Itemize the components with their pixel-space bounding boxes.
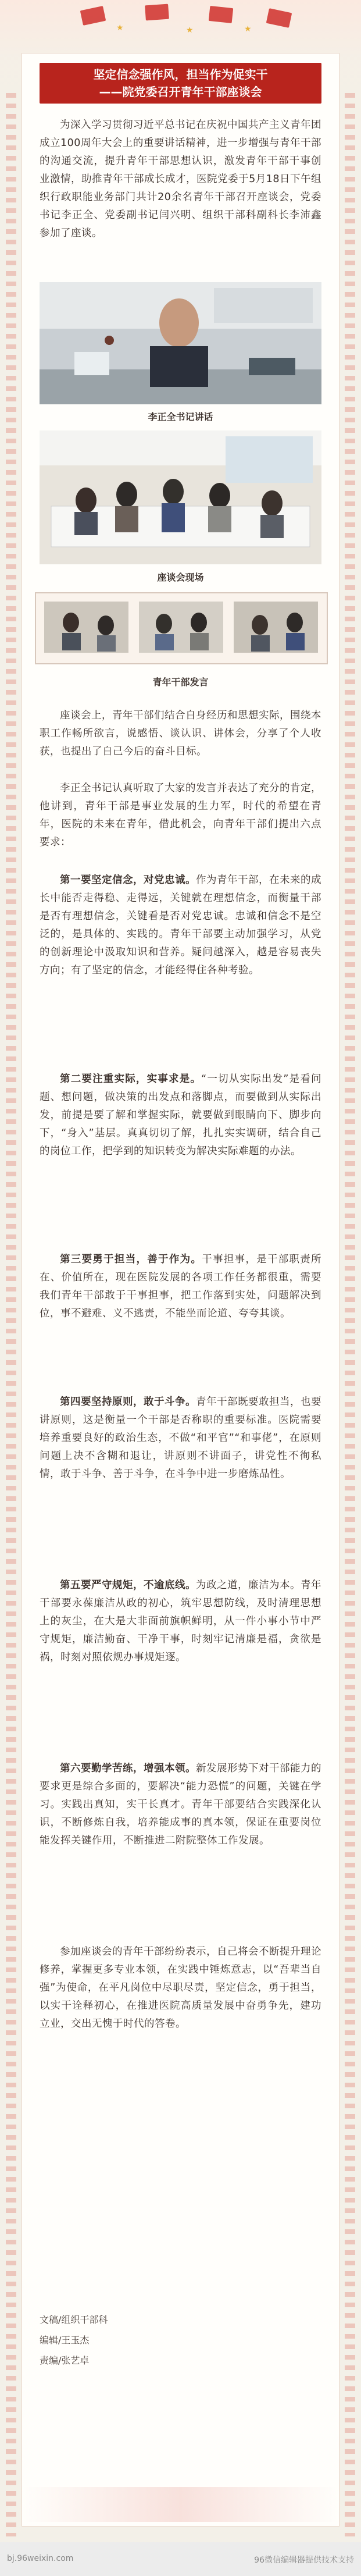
point-3-head: 第三要勇于担当，善于作为。 (60, 1254, 202, 1265)
point-4-body: 青年干部既要敢担当，也要讲原则，这是衡量一个干部是否称职的重要标准。医院需要培养重要良好的政治生态，不做“和平官”“和事佬”，在原则问题上决不含糊和退让，讲原则不讲面子，讲党性不徇私情，敢于斗争、善于斗争，在斗争中进一步磨炼品性。 (40, 1396, 321, 1480)
meeting-photo (40, 430, 321, 564)
photo-caption-3: 青年干部发言 (152, 677, 209, 688)
footer-bar (0, 2542, 361, 2576)
point-2 (40, 1070, 321, 1161)
photo-caption-1: 李正全书记讲话 (148, 411, 213, 422)
point-6-body: 新发展形势下对干部能力的要求更是综合多面的，要解决“能力恐慌”的问题，关键在学习。实践出真知，实干长真才。青年干部要结合实践深化认识，不断修炼自我，培养能成事的真本领，保证在重要岗位能发挥关键作用，不断推进二附院整体工作发展。 (40, 1763, 321, 1846)
point-6-head: 第六要勤学苦练，增强本领。 (60, 1763, 196, 1774)
right-border-decoration (345, 93, 355, 2536)
point-2-head: 第二要注重实际，实事求是。 (60, 1073, 202, 1085)
point-1-body: 作为青年干部，在未来的成长中能否走得稳、走得远，关键就在理想信念，而衡量干部是否有理想信念，关键看是否对党忠诚。忠诚和信念不是空泛的，是具体的、实践的。青年干部要主动加强学习，从党的创新理论中汲取知识和营养。疑问越深入，越是容易丧失方向；有了坚定的信念，才能经得住各种考验。 (40, 874, 321, 976)
title-line-1: 坚定信念强作风，担当作为促实干 (93, 67, 268, 81)
paragraph-discussion: 座谈会上，青年干部们结合自身经历和思想实际，围绕本职工作畅所欲言，说感悟、谈认识、讲体会，分享了个人收获，也提出了自己今后的奋斗目标。 (40, 710, 321, 757)
point-3-body: 干事担事，是干部职责所在、价值所在，现在医院发展的各项工作任务都很重，需要我们青年干部敢于干事担事，把工作落到实处，问题解决到位，事不避难、义不逃责，不能坐而论道、夸夸其谈。 (40, 1254, 322, 1319)
point-5 (40, 1577, 321, 1667)
point-1 (40, 871, 321, 980)
point-4-head: 第四要坚持原则，敢于斗争。 (60, 1396, 196, 1408)
point-1-head: 第一要坚定信念，对党忠诚。 (60, 874, 196, 886)
point-4 (40, 1393, 321, 1483)
footer-credit: 96微信编辑器提供技术支持 (254, 2556, 354, 2565)
speech-photo (40, 282, 321, 404)
closing-paragraph: 参加座谈会的青年干部纷纷表示，自己将会不断提升理论修养，掌握更多专业本领，在实践中锤炼意志，以“吾辈当自强”为使命，在平凡岗位中尽职尽责，坚定信念，勇于担当，以实干诠释初心，在推进医院高质量发展中奋勇争先，建功立业，交出无愧于时代的答卷。 (40, 1946, 321, 2030)
article-title (40, 63, 321, 104)
bottom-decoration (22, 2487, 339, 2522)
title-line-2: ——院党委召开青年干部座谈会 (99, 85, 262, 99)
editor-credit: 编辑/王玉杰 (40, 2335, 90, 2346)
point-5-body: 为政之道，廉洁为本。青年干部要永葆廉洁从政的初心，筑牢思想防线，及时清理思想上的灰尘，在大是大非面前旗帜鲜明，从一件小事小节中严守规矩，廉洁勤奋、干净干事，时刻牢记清廉是福，贪欲是祸，时刻对照依规办事规矩逐。 (40, 1579, 321, 1663)
point-3 (40, 1251, 321, 1323)
chief-editor-credit: 责编/张艺卓 (40, 2355, 90, 2366)
photo-caption-2: 座谈会现场 (157, 572, 204, 583)
point-5-head: 第五要严守规矩，不逾底线。 (60, 1579, 196, 1591)
footer-site-link[interactable]: bj.96weixin.com (7, 2554, 74, 2563)
left-border-decoration (6, 93, 16, 2536)
author-credit: 文稿/组织干部科 (40, 2314, 108, 2325)
point-6 (40, 1760, 321, 1850)
intro-paragraph: 为深入学习贯彻习近平总书记在庆祝中国共产主义青年团成立100周年大会上的重要讲话精神，进一步增强与青年干部的沟通交流，提升青年干部思想认识，激发青年干部干事创业激情，助推青年干部成长成才，医院党委于5月18日下午组织行政职能业务部门共计20余名青年干部召开座谈会，党委书记李正全、党委副书记闫兴明、组织干部科副科长李沛鑫参加了座谈。 (40, 119, 321, 239)
photo-strip-frame (35, 592, 328, 664)
paragraph-requirements: 李正全书记认真听取了大家的发言并表达了充分的肯定，他讲到，青年干部是事业发展的生力军，时代的希望在青年，医院的未来在青年，借此机会，向青年干部们提出六点要求： (40, 782, 321, 848)
point-2-body: “一切从实际出发”是看问题、想问题，做决策的出发点和落脚点，而要做到从实际出发，前提是要了解和掌握实际，就要做到眼睛向下、脚步向下，“身入”基层。真真切切了解，扎扎实实调研，结合自己的岗位工作，把学到的知识转变为解决实际难题的办法。 (40, 1073, 321, 1157)
top-decoration: ★ ★ ★ (0, 0, 361, 54)
